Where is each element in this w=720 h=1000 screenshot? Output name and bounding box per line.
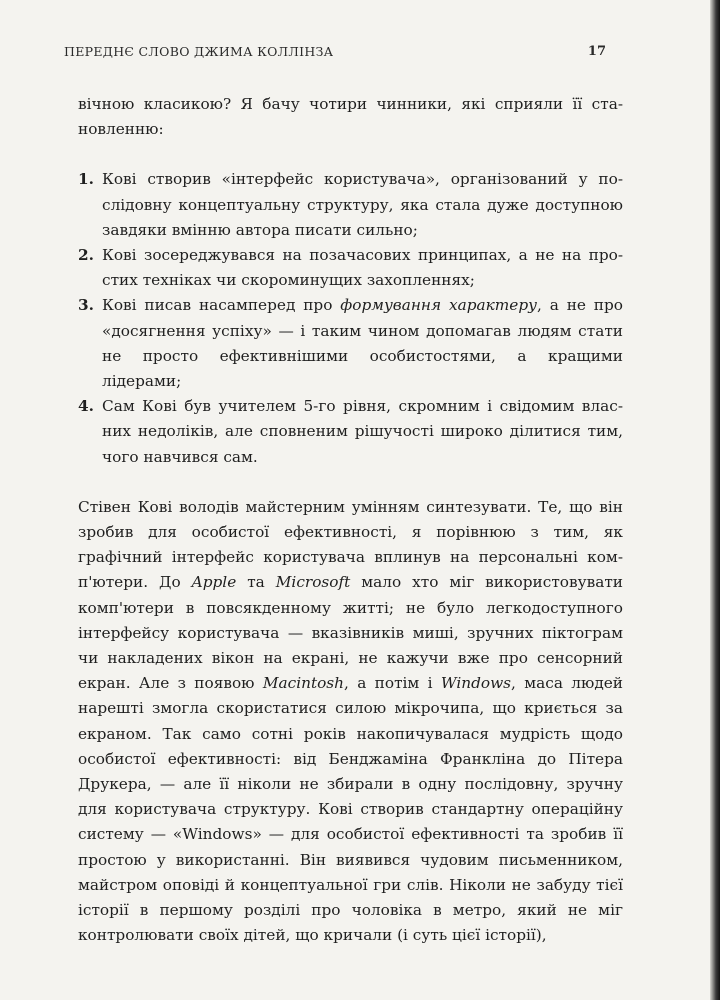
list-item-number: 2.	[78, 246, 94, 265]
list-item	[78, 394, 623, 470]
list-item	[78, 167, 623, 243]
paragraph-text: , маса людей нарешті змогла скористатися силою мікрочипа, що криється за екраном. Так само сотні років накопичувалася мудрість щодо особистої ефективності: від Бенджаміна Франкліна до Пітера Друкера, — але її ніколи не збирали в одну послідовну, зручну для користувача структуру. Кові створив стандартну операційну систему — «Windows» — для особистої ефективності та зробив її простою у використанні. Він виявився чудовим письменником, майстром оповіді й концептуальної гри слів. Ніколи не забуду тієї історії в першому розділі про чоловіка в метро, який не міг контролювати своїх дітей, що кричали (і суть цієї історії),	[78, 674, 623, 945]
brand-apple: Apple	[191, 573, 237, 592]
factors-list	[78, 167, 623, 469]
list-item-text: Кові створив «інтерфейс користувача», організований у послідовну концептуальну структуру, яка стала дуже доступною завдяки вмінню автора писати сильно;	[102, 170, 623, 239]
running-head: ПЕРЕДНЄ СЛОВО ДЖИМА КОЛЛІНЗА	[64, 44, 334, 59]
list-item-text: Сам Кові був учителем 5-го рівня, скромним і свідомим власних недоліків, але сповненим рішучості широко ділитися тим, чого навчився сам.	[102, 397, 623, 466]
list-item	[78, 293, 623, 394]
paragraph-text: та	[236, 573, 276, 592]
paragraph-text: Стівен Кові володів майстерним умінням синтезувати. Те, що він зробив для особистої ефективності, я порівнюю з тим, як графічний інтерфейс користувача вплинув на персональні комп'ютери. До	[78, 497, 623, 592]
list-item-number: 1.	[78, 170, 94, 189]
list-item	[78, 243, 623, 293]
paragraph-text: мало хто міг використовувати комп'ютери в повсякденному житті; не було легкодоступного інтерфейсу користувача — вказівників миші, зручних піктограм чи накладених вікон на екрані, не кажучи вже про сенсорний екран. Але з появою	[78, 573, 623, 693]
list-item-text: Кові писав насамперед про	[102, 296, 341, 315]
body-text	[78, 92, 623, 949]
brand-microsoft: Microsoft	[275, 573, 351, 592]
page-number: 17	[587, 44, 606, 59]
list-item-emphasis: формування характеру	[340, 296, 537, 315]
list-item-number: 3.	[78, 296, 94, 315]
list-item-text: Кові зосереджувався на позачасових принципах, а не на простих техніках чи скороминущих захопленнях;	[102, 246, 623, 290]
page-edge-shadow	[710, 0, 720, 1000]
paragraph-text: , а потім і	[344, 674, 441, 693]
main-paragraph	[78, 495, 623, 949]
brand-windows: Windows	[440, 674, 512, 693]
brand-macintosh: Macintosh	[262, 674, 344, 693]
list-item-number: 4.	[78, 397, 94, 416]
intro-paragraph: вічною класикою? Я бачу чотири чинники, які сприяли її становленню:	[78, 95, 623, 139]
list-item-text-cont: , а не про «досягнення успіху» — і таким чином допомагав людям стати не просто ефективнішими особистостями, а кращими лідерами;	[102, 296, 623, 391]
